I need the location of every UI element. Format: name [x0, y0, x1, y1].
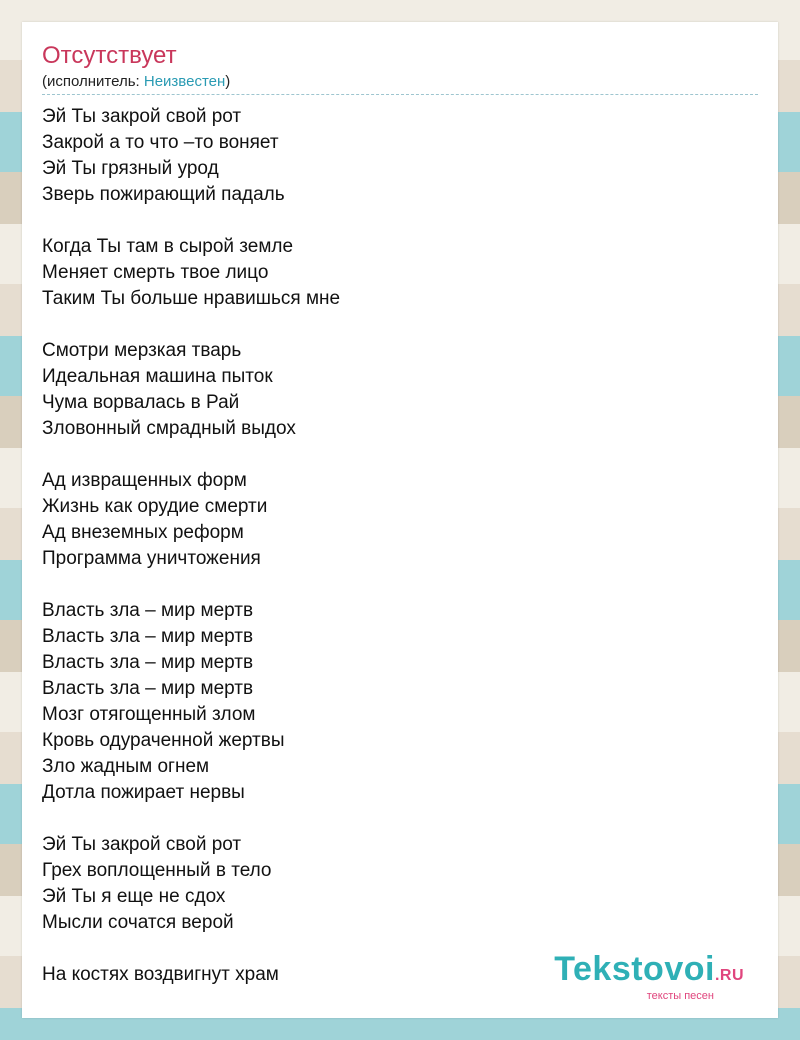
- lyric-line: Ад внеземных реформ: [42, 522, 244, 543]
- lyric-line: Эй Ты я еще не сдох: [42, 886, 226, 907]
- lyric-line: Зловонный смрадный выдох: [42, 418, 296, 439]
- lyric-line: Таким Ты больше нравишься мне: [42, 288, 341, 309]
- stanza-gap: [42, 572, 742, 598]
- lyric-line: Смотри мерзкая тварь: [42, 340, 242, 361]
- site-logo[interactable]: [554, 951, 744, 1002]
- lyric-line: Кровь одураченной жертвы: [42, 730, 285, 751]
- lyric-line: Зверь пожирающий падаль: [42, 184, 285, 205]
- lyric-line: Власть зла – мир мертв: [42, 600, 254, 621]
- logo-domain: .RU: [714, 967, 744, 984]
- lyric-line: Чума ворвалась в Рай: [42, 392, 240, 413]
- lyric-line: Программа уничтожения: [42, 548, 261, 569]
- lyric-line: Эй Ты закрой свой рот: [42, 834, 242, 855]
- lyric-line: Закрой а то что –то воняет: [42, 132, 279, 153]
- lyric-line: Власть зла – мир мертв: [42, 652, 254, 673]
- lyric-line: Эй Ты грязный урод: [42, 158, 219, 179]
- lyric-line: Ад извращенных форм: [42, 470, 247, 491]
- logo-wordmark: [554, 951, 744, 994]
- lyric-line: Идеальная машина пыток: [42, 366, 273, 387]
- lyric-line: Дотла пожирает нервы: [42, 782, 245, 803]
- artist-suffix: ): [225, 73, 231, 90]
- lyric-line: Зло жадным огнем: [42, 756, 210, 777]
- lyric-line: На костях воздвигнут храм: [42, 964, 279, 985]
- artist-prefix: (исполнитель:: [42, 73, 144, 90]
- header-divider: [42, 94, 758, 95]
- stanza-gap: [42, 208, 742, 234]
- lyric-line: Грех воплощенный в тело: [42, 860, 272, 881]
- artist-line: [42, 72, 758, 92]
- logo-main-text: Tekstovoi: [554, 950, 715, 988]
- lyrics-card: [22, 22, 778, 1018]
- song-header: [42, 42, 758, 95]
- lyric-line: Жизнь как орудие смерти: [42, 496, 268, 517]
- lyric-line: Мысли сочатся верой: [42, 912, 234, 933]
- lyric-line: Власть зла – мир мертв: [42, 678, 254, 699]
- lyric-line: Власть зла – мир мертв: [42, 626, 254, 647]
- lyric-line: Когда Ты там в сырой земле: [42, 236, 294, 257]
- stanza-gap: [42, 806, 742, 832]
- stanza-gap: [42, 312, 742, 338]
- lyric-line: Мозг отягощенный злом: [42, 704, 256, 725]
- stanza-gap: [42, 442, 742, 468]
- lyric-line: Эй Ты закрой свой рот: [42, 106, 242, 127]
- song-title: Отсутствует: [42, 42, 177, 69]
- logo-tagline: тексты песен: [646, 990, 714, 1002]
- artist-link[interactable]: Неизвестен: [143, 73, 226, 90]
- lyric-line: Меняет смерть твое лицо: [42, 262, 269, 283]
- lyrics-body: [42, 104, 742, 988]
